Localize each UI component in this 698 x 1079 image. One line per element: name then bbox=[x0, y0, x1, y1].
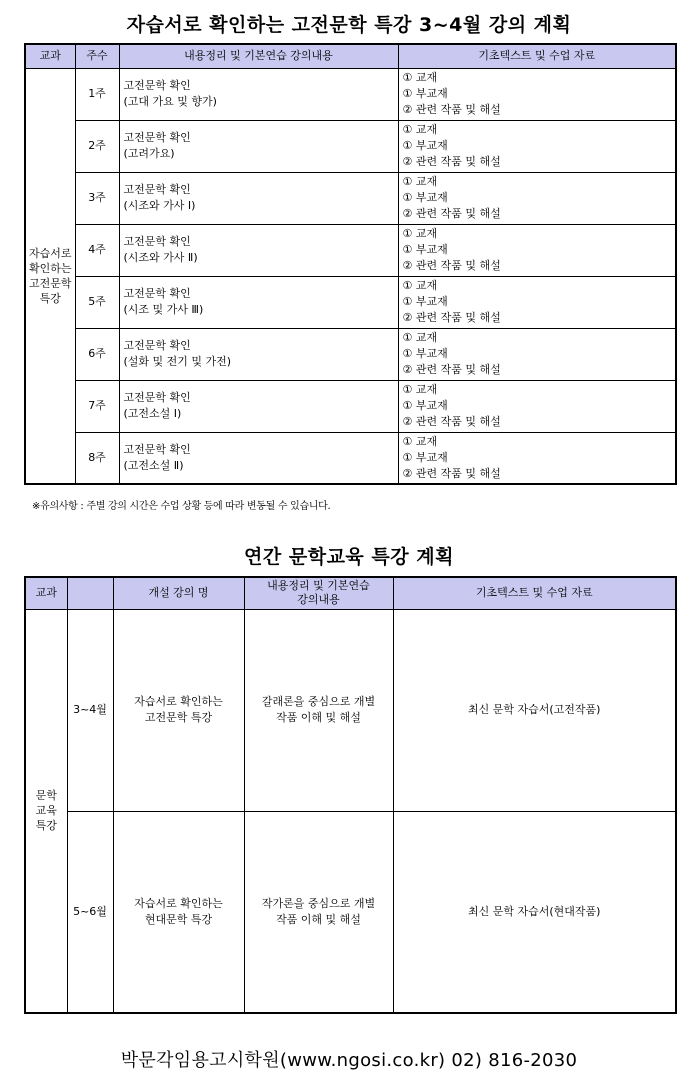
header-materials: 기초텍스트 및 수업 자료 bbox=[393, 577, 676, 609]
material-item: ② 관련 작품 및 해설 bbox=[402, 155, 501, 168]
material-item: ② 관련 작품 및 해설 bbox=[402, 363, 501, 376]
subject-cell bbox=[25, 68, 75, 484]
table-row bbox=[25, 380, 676, 432]
header-content-line1: 내용정리 및 기본연습 bbox=[267, 579, 370, 593]
week-cell: 3주 bbox=[75, 172, 119, 224]
table-row bbox=[25, 172, 676, 224]
header-lecture: 내용정리 및 기본연습 강의내용 bbox=[119, 44, 398, 68]
table-row bbox=[25, 328, 676, 380]
content-cell bbox=[244, 609, 393, 811]
subject-cell bbox=[25, 609, 67, 1013]
materials-cell bbox=[398, 328, 676, 380]
lecture-line: 고전문학 확인 bbox=[123, 391, 191, 404]
material-item: ① 부교재 bbox=[402, 139, 448, 152]
material-item: ② 관련 작품 및 해설 bbox=[402, 207, 501, 220]
materials-cell: 최신 문학 자습서(고전작품) bbox=[393, 609, 676, 811]
material-item: ① 교재 bbox=[402, 434, 438, 448]
lecture-cell bbox=[119, 432, 398, 484]
table-row bbox=[25, 609, 676, 811]
subject-line: 교육 bbox=[35, 804, 57, 818]
materials-cell bbox=[398, 172, 676, 224]
subject-line: 고전문학 bbox=[28, 276, 72, 290]
subject-line: 확인하는 bbox=[28, 261, 72, 275]
lecture-line: (시조와 가사 Ⅱ) bbox=[123, 251, 198, 264]
material-item: ① 교재 bbox=[402, 383, 438, 396]
materials-cell bbox=[398, 224, 676, 276]
lecture-line: 고전문학 확인 bbox=[123, 131, 191, 144]
table-row bbox=[25, 68, 676, 120]
table-row bbox=[25, 120, 676, 172]
header-week: 주수 bbox=[75, 44, 119, 68]
lecture-cell bbox=[119, 328, 398, 380]
material-item: ② 관련 작품 및 해설 bbox=[402, 259, 501, 272]
lecture-line: (시조와 가사 Ⅰ) bbox=[123, 199, 196, 212]
material-item: ② 관련 작품 및 해설 bbox=[402, 103, 501, 116]
header-subject: 교과 bbox=[25, 577, 67, 609]
content-cell bbox=[244, 811, 393, 1013]
lecture-line: 고전문학 확인 bbox=[123, 442, 191, 456]
subject-line: 문학 bbox=[35, 789, 57, 803]
lecture-line: (시조 및 가사 Ⅲ) bbox=[123, 303, 204, 316]
lecture-line: 고전문학 확인 bbox=[123, 287, 191, 300]
materials-cell bbox=[398, 380, 676, 432]
materials-cell bbox=[398, 68, 676, 120]
course-line: 현대문학 특강 bbox=[144, 912, 213, 926]
subject-line: 특강 bbox=[39, 291, 61, 305]
material-item: ① 교재 bbox=[402, 279, 438, 292]
week-cell: 6주 bbox=[75, 328, 119, 380]
lecture-cell bbox=[119, 276, 398, 328]
annual-plan-table bbox=[24, 576, 677, 1014]
lecture-line: (설화 및 전기 및 가전) bbox=[123, 355, 232, 368]
material-item: ① 부교재 bbox=[402, 347, 448, 360]
lecture-cell bbox=[119, 172, 398, 224]
material-item: ① 교재 bbox=[402, 71, 438, 84]
table-header-row bbox=[25, 577, 676, 609]
material-item: ① 부교재 bbox=[402, 295, 448, 308]
lecture-line: 고전문학 확인 bbox=[123, 235, 191, 248]
content-line: 갈래론을 중심으로 개별 bbox=[261, 695, 376, 708]
materials-cell bbox=[398, 276, 676, 328]
header-course: 개설 강의 명 bbox=[113, 577, 244, 609]
lecture-line: 고전문학 확인 bbox=[123, 183, 191, 196]
notice-text: ※유의사항 : 주별 강의 시간은 수업 상황 등에 따라 변동될 수 있습니다. bbox=[32, 501, 331, 512]
subject-line: 특강 bbox=[35, 819, 57, 833]
week-cell: 7주 bbox=[75, 380, 119, 432]
course-line: 자습서로 확인하는 bbox=[134, 695, 223, 708]
section-title: 연간 문학교육 특강 계획 bbox=[244, 546, 454, 568]
lecture-line: (고대 가요 및 향가) bbox=[123, 95, 217, 108]
week-cell: 1주 bbox=[75, 68, 119, 120]
subject-line: 자습서로 bbox=[28, 246, 72, 260]
week-cell: 2주 bbox=[75, 120, 119, 172]
material-item: ① 부교재 bbox=[402, 191, 448, 204]
table-row bbox=[25, 432, 676, 484]
material-item: ① 교재 bbox=[402, 175, 438, 188]
material-item: ① 부교재 bbox=[402, 450, 448, 464]
material-item: ② 관련 작품 및 해설 bbox=[402, 466, 501, 480]
lecture-line: 고전문학 확인 bbox=[123, 339, 191, 352]
content-line: 작품 이해 및 해설 bbox=[276, 711, 361, 724]
lecture-line: (고려가요) bbox=[123, 147, 175, 160]
material-item: ① 부교재 bbox=[402, 87, 448, 100]
table-row bbox=[25, 811, 676, 1013]
material-item: ① 부교재 bbox=[402, 243, 448, 256]
week-cell: 8주 bbox=[75, 432, 119, 484]
week-cell: 5주 bbox=[75, 276, 119, 328]
header-subject: 교과 bbox=[25, 44, 75, 68]
materials-cell: 최신 문학 자습서(현대작품) bbox=[393, 811, 676, 1013]
weekly-plan-table bbox=[24, 43, 677, 485]
lecture-cell bbox=[119, 120, 398, 172]
material-item: ① 교재 bbox=[402, 123, 438, 136]
lecture-cell bbox=[119, 68, 398, 120]
header-materials: 기초텍스트 및 수업 자료 bbox=[398, 44, 676, 68]
material-item: ① 교재 bbox=[402, 331, 438, 344]
header-period bbox=[67, 577, 113, 609]
lecture-line: (고전소설 Ⅱ) bbox=[123, 458, 184, 472]
week-cell: 4주 bbox=[75, 224, 119, 276]
table-row bbox=[25, 276, 676, 328]
header-content-line2: 강의내용 bbox=[297, 593, 340, 607]
lecture-line: (고전소설 Ⅰ) bbox=[123, 407, 182, 420]
course-cell bbox=[113, 609, 244, 811]
table-header-row bbox=[25, 44, 676, 68]
course-line: 고전문학 특강 bbox=[144, 711, 213, 724]
material-item: ① 부교재 bbox=[402, 399, 448, 412]
page-title: 자습서로 확인하는 고전문학 특강 3~4월 강의 계획 bbox=[126, 14, 572, 36]
footer-contact: 박문각임용고시학원(www.ngosi.co.kr) 02) 816-2030 bbox=[120, 1050, 578, 1071]
course-cell bbox=[113, 811, 244, 1013]
period-cell: 5~6월 bbox=[67, 811, 113, 1013]
lecture-cell bbox=[119, 224, 398, 276]
lecture-cell bbox=[119, 380, 398, 432]
table-row bbox=[25, 224, 676, 276]
course-line: 자습서로 확인하는 bbox=[134, 896, 223, 910]
content-line: 작품 이해 및 해설 bbox=[276, 912, 361, 926]
materials-cell bbox=[398, 120, 676, 172]
material-item: ② 관련 작품 및 해설 bbox=[402, 311, 501, 324]
lecture-line: 고전문학 확인 bbox=[123, 79, 191, 92]
material-item: ② 관련 작품 및 해설 bbox=[402, 415, 501, 428]
material-item: ① 교재 bbox=[402, 227, 438, 240]
materials-cell bbox=[398, 432, 676, 484]
content-line: 작가론을 중심으로 개별 bbox=[261, 896, 376, 910]
period-cell: 3~4월 bbox=[67, 609, 113, 811]
header-content bbox=[244, 577, 393, 609]
